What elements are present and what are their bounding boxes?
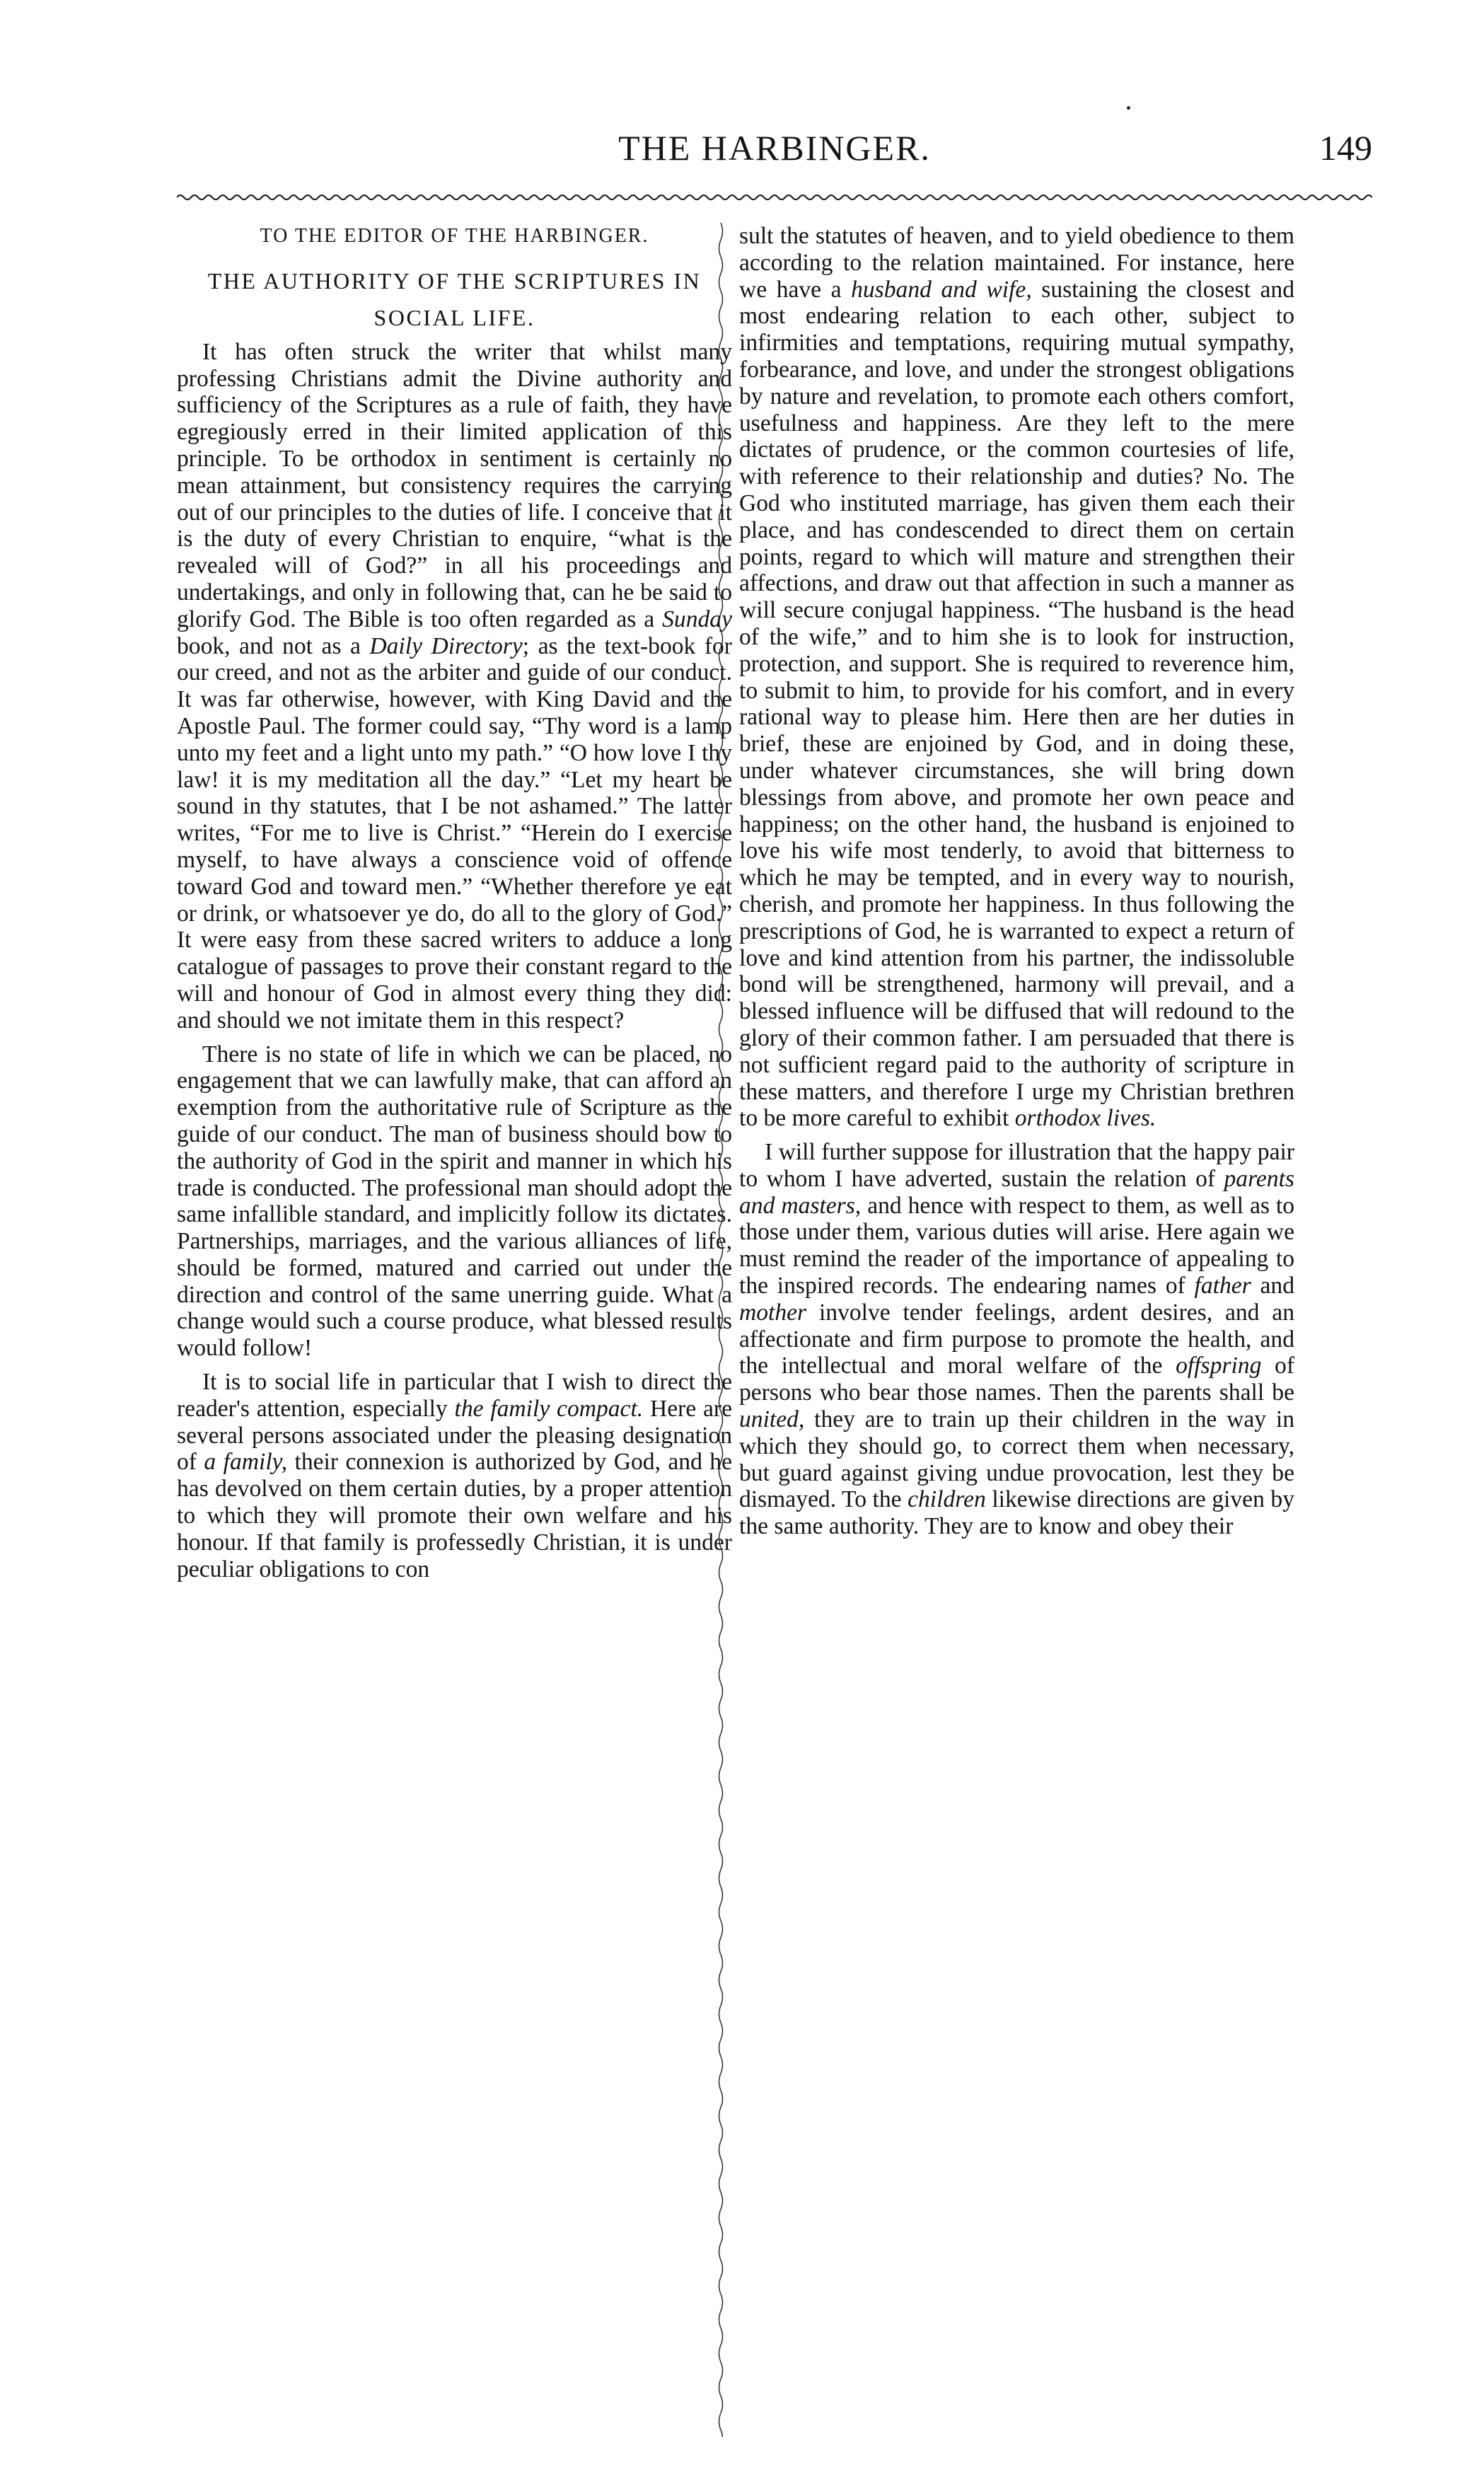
header-wavy-rule (177, 192, 1372, 202)
article-title: THE AUTHORITY OF THE SCRIPTURES IN SOCIAL LIFE. (207, 267, 702, 330)
running-title: THE HARBINGER. (618, 128, 931, 168)
paragraph-3: It is to social life in particular that I wish to direct the reader's attention, especially the family compact. Here are several persons associated under the pleasing designation of a family, their connexion is authorized by God, and he has devolved on them certain duties, by a proper attention to which they will promote their own welfare and his honour. If that family is professedly Christian, it is under peculiar obligations to con (177, 1369, 732, 1582)
paragraph-1: It has often struck the writer that whilst many professing Christians admit the Divine authority and sufficiency of the Scriptures as a rule of faith, they have egregiously erred in their limited application of this principle. To be orthodox in sentiment is certainly no mean attainment, but consistency requires the carrying out of our principles to the duties of life. I conceive that it is the duty of every Christian to enquire, “what is the revealed will of God?” in all his proceedings and undertakings, and only in following that, can he be said to glorify God. The Bible is too often regarded as a Sunday book, and not as a Daily Directory; as the text-book for our creed, and not as the arbiter and guide of our conduct. It was far otherwise, however, with King David and the Apostle Paul. The former could say, “Thy word is a lamp unto my feet and a light unto my path.” “O how love I thy law! it is my meditation all the day.” “Let my heart be sound in thy statutes, that I be not ashamed.” The latter writes, “For me to live is Christ.” “Herein do I exercise myself, to have always a conscience void of offence toward God and toward men.” “Whether therefore ye eat or drink, or whatsoever ye do, do all to the glory of God.” It were easy from these sacred writers to adduce a long catalogue of passages to prove their constant regard to the will and honour of God in almost every thing they did: and should we not imitate them in this respect? (177, 338, 732, 1034)
page-number: 149 (1319, 128, 1372, 168)
paragraph-4: sult the statutes of heaven, and to yield obedience to them according to the relation maintained. For instance, here we have a husband and wife, sustaining the closest and most endearing relation to each other, subject to infirmities and temptations, requiring mutual sympathy, forbearance, and love, and under the strongest obligations by nature and revelation, to promote each others comfort, usefulness and happiness. Are they left to the mere dictates of prudence, or the common courtesies of life, with reference to their relationship and duties? No. The God who instituted marriage, has given them each their place, and has condescended to direct them on certain points, regard to which will mature and strengthen their affections, and draw out that affection in such a manner as will secure conjugal happiness. “The husband is the head of the wife,” and to him she is to look for instruction, protection, and support. She is required to reverence him, to submit to him, to provide for his comfort, and in every rational way to please him. Here then are her duties in brief, these are enjoined by God, and in doing these, under whatever circumstances, she will bring down blessings from above, and promote her own peace and happiness; on the other hand, the husband is enjoined to love his wife most tenderly, to avoid that bitterness to which he may be tempted, and in every way to nourish, cherish, and promote her happiness. In thus following the prescriptions of God, he is warranted to expect a return of love and kind attention from his partner, the indissoluble bond will be strengthened, harmony will prevail, and a blessed influence will be diffused that will redound to the glory of their common father. I am persuaded that there is not sufficient regard paid to the authority of scripture in these matters, and therefore I urge my Christian brethren to be more careful to exhibit orthodox lives. (739, 223, 1294, 1132)
right-column (739, 223, 1294, 2430)
left-column (177, 223, 732, 2430)
ink-speck (1127, 106, 1130, 110)
page-header (177, 127, 1372, 177)
addressee-line: TO THE EDITOR OF THE HARBINGER. (260, 225, 649, 247)
paragraph-5: I will further suppose for illustration that the happy pair to whom I have adverted, sustain the relation of parents and masters, and hence with respect to them, as well as to those under them, various duties will arise. Here again we must remind the reader of the importance of appealing to the inspired records. The endearing names of father and mother involve tender feelings, ardent desires, and an affectionate and firm purpose to promote the health, and the intellectual and moral welfare of the offspring of persons who bear those names. Then the parents shall be united, they are to train up their children in the way in which they should go, to correct them when necessary, but guard against giving undue provocation, lest they be dismayed. To the children likewise directions are given by the same authority. They are to know and obey their (739, 1139, 1294, 1540)
paragraph-2: There is no state of life in which we can be placed, no engagement that we can lawfully make, that can afford an exemption from the authoritative rule of Scripture as the guide of our conduct. The man of business should bow to the authority of God in the spirit and manner in which his trade is conducted. The professional man should adopt the same infallible standard, and implicitly follow its dictates. Partnerships, marriages, and the various alliances of life, should be formed, matured and carried out under the direction and control of the same unerring guide. What a change would such a course produce, what blessed results would follow! (177, 1041, 732, 1362)
